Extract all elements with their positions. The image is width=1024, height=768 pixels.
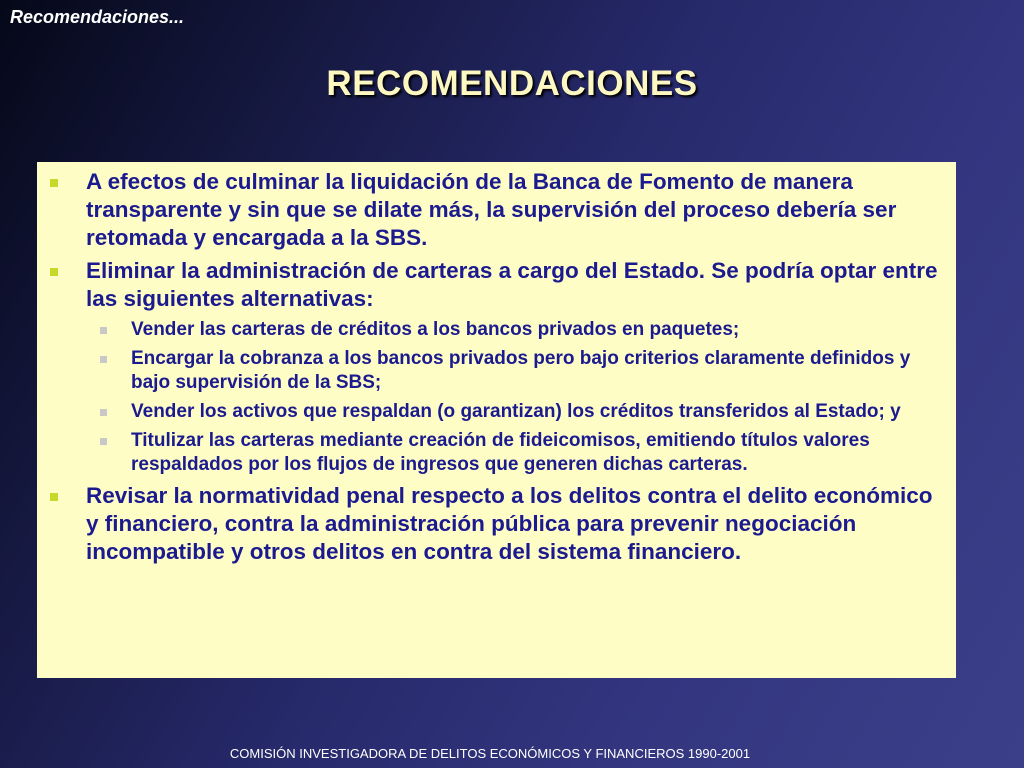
square-sub-bullet-icon [100,438,107,445]
sub-bullet-list [48,318,946,477]
bullet-item [48,482,946,566]
sub-bullet-text: Vender las carteras de créditos a los bancos privados en paquetes; [131,319,740,340]
square-sub-bullet-icon [100,409,107,416]
sub-bullet-item [48,347,946,395]
square-bullet-icon [50,493,58,501]
bullet-item [48,257,946,313]
sub-bullet-text: Vender los activos que respaldan (o garantizan) los créditos transferidos al Estado; y [131,401,901,422]
sub-bullet-item [48,318,946,342]
bullet-text: Revisar la normatividad penal respecto a los delitos contra el delito económico y financiero, contra la administración pública para prevenir negociación incompatible y otros delitos en contra del sistema financiero. [86,483,933,564]
footer-text: COMISIÓN INVESTIGADORA DE DELITOS ECONÓMICOS Y FINANCIEROS 1990-2001 [229,746,751,761]
square-bullet-icon [50,268,58,276]
sub-bullet-text: Titulizar las carteras mediante creación de fideicomisos, emitiendo títulos valores respaldados por los flujos de ingresos que generen dichas carteras. [131,430,870,475]
bullet-text: A efectos de culminar la liquidación de la Banca de Fomento de manera transparente y sin que se dilate más, la supervisión del proceso debería ser retomada y encargada a la SBS. [86,169,897,250]
bullet-item [48,168,946,252]
page-title: RECOMENDACIONES [326,64,698,103]
square-sub-bullet-icon [100,356,107,363]
sub-bullet-text: Encargar la cobranza a los bancos privados pero bajo criterios claramente definidos y bajo supervisión de la SBS; [131,348,911,393]
section-tag: Recomendaciones... [10,7,185,27]
square-sub-bullet-icon [100,327,107,334]
sub-bullet-item [48,400,946,424]
content-box [37,162,956,678]
sub-bullet-item [48,429,946,477]
square-bullet-icon [50,179,58,187]
bullet-text: Eliminar la administración de carteras a cargo del Estado. Se podría optar entre las siguientes alternativas: [86,258,938,311]
